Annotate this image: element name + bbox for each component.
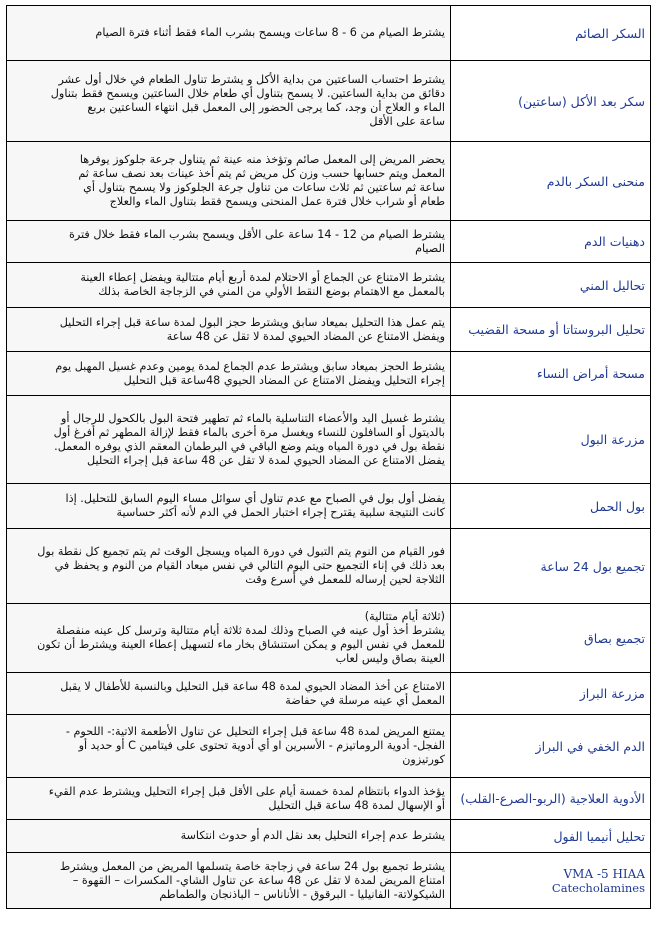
table-row (7, 529, 651, 604)
table-row (7, 820, 651, 853)
table-body (7, 6, 651, 909)
test-instructions-cell (7, 604, 451, 673)
test-name: دهنيات الدم (584, 234, 645, 249)
table-row (7, 61, 651, 142)
table-row (7, 853, 651, 909)
instruction-line: ساعة على الأقل (369, 115, 445, 128)
instruction-line: المعمل ويتم حسابها حسب وزن كل مريض ثم يتم أخذ عينات بعد نصف ساعة ثم (78, 167, 445, 180)
table-row (7, 484, 651, 529)
instruction-line: بالديتول أو السافلون للنساء ويغسل مرة أخرى بالماء فقط لإزالة المطهر ثم أفرغ أول (53, 425, 445, 439)
test-instructions-cell (7, 263, 451, 308)
instruction-line: دقائق من بداية الساعتين. لا يسمح بتناول أي طعام خلال الساعتين ويسمح فقط بتناول (50, 87, 445, 100)
instruction-line: الثلاجة لحين إرساله للمعمل في أسرع وقت (245, 573, 445, 586)
instruction-line: المعمل أي عينه مرسلة في حفاضة (285, 693, 445, 707)
test-name-cell (451, 221, 651, 263)
instruction-line: يتم عمل هذا التحليل بميعاد سابق ويشترط حجز البول لمدة ساعة قبل إجراء التحليل (59, 315, 445, 329)
instruction-line: يمتنع المريض لمدة 48 ساعة قبل إجراء التحليل عن تناول الأطعمة الاتية:- اللحوم - (65, 725, 445, 738)
table-row (7, 778, 651, 820)
instruction-line: يشترط عدم إجراء التحليل بعد نقل الدم أو حدوث انتكاسة (180, 829, 445, 842)
instruction-line: إجراء التحليل ويفضل الامتناع عن المضاد الحيوي 48ساعة قبل التحليل (123, 373, 445, 387)
test-instructions-cell (7, 820, 451, 853)
test-name: تحليل أنيميا الفول (553, 828, 645, 844)
test-instructions-cell (7, 673, 451, 715)
instruction-line: يشترط احتساب الساعتين من بداية الأكل و يشترط تناول الطعام في خلال أول عشر (58, 73, 445, 86)
test-name-cell (451, 673, 651, 715)
table-row (7, 396, 651, 484)
instruction-line: للمعمل في نفس اليوم و يمكن استنشاق بخار ماء لتسهيل إعطاء العينة ويشترط أن تكون (37, 638, 445, 651)
test-instructions-cell (7, 396, 451, 484)
test-name-cell (451, 853, 651, 909)
instruction-line: كورتيزون (402, 753, 445, 766)
table-row (7, 673, 651, 715)
test-name: سكر بعد الأكل (ساعتين) (518, 93, 645, 109)
test-instructions-cell (7, 715, 451, 778)
instruction-line: يشترط الصيام من 12 - 14 ساعة على الأقل ويسمح بشرب الماء فقط خلال فترة (69, 227, 445, 241)
test-name: الأدوية العلاجية (الربو-الصرع-القلب) (460, 791, 645, 806)
table-row (7, 221, 651, 263)
test-name: منحنى السكر بالدم (546, 173, 645, 189)
test-instructions-cell (7, 308, 451, 352)
instruction-line: الماء و العلاج أن وجد، كما يرجى الحضور إلى المعمل قبل انتهاء الساعتين بربع (87, 101, 445, 114)
test-name-cell (451, 142, 651, 221)
table-row (7, 352, 651, 396)
test-instructions-cell (7, 484, 451, 529)
test-name-cell (451, 820, 651, 853)
lab-instructions-table (6, 5, 651, 909)
instruction-line: يفضل أول بول في الصباح مع عدم تناول أي سوائل مساء اليوم السابق للتحليل. إذا (65, 492, 445, 505)
test-instructions-cell (7, 529, 451, 604)
test-name: تجميع بول 24 ساعة (540, 558, 645, 574)
instruction-line: كانت النتيجة سلبية يقترح إجراء اختبار الحمل في الدم لأنه أكثر حساسية (116, 506, 445, 519)
test-name-cell (451, 352, 651, 396)
test-name: تحاليل المني (579, 277, 645, 293)
table-row (7, 308, 651, 352)
instruction-line: نقطة بول في دورة المياه ويتم وضع الباقي في البرطمان المعقم الذي يوفره المعمل. (54, 439, 445, 453)
instruction-line: ساعة ثم ساعتين ثم ثلاث ساعات من تناول جرعة الجلوكوز ولا يسمح بتناول أي (83, 181, 445, 194)
test-name-cell (451, 778, 651, 820)
instruction-line: الامتناع عن أخذ المضاد الحيوي لمدة 48 ساعة قبل التحليل وبالنسبة للأطفال لا يقبل (60, 679, 445, 693)
test-name: مسحة أمراض النساء (536, 366, 645, 381)
instruction-line: يشترط الامتناع عن الجماع أو الاحتلام لمدة أربع أيام متتالية ويفضل إعطاء العينة (80, 271, 445, 284)
test-instructions-cell (7, 221, 451, 263)
instruction-line: يحضر المريض إلى المعمل صائم وتؤخذ منه عينة ثم يتناول جرعة جلوكوز يوفرها (79, 153, 445, 166)
test-name: السكر الصائم (575, 25, 645, 41)
table-row (7, 263, 651, 308)
test-instructions-cell (7, 853, 451, 909)
test-name: تجميع بصاق (584, 630, 645, 646)
test-name-cell (451, 715, 651, 778)
instruction-line: طعام أو شراب خلال فترة عمل المنحنى ويسمح فقط بتناول الماء والعلاج (109, 195, 445, 208)
test-name: تحليل البروستاتا أو مسحة القضيب (468, 322, 645, 337)
test-name-cell (451, 529, 651, 604)
test-name-cell (451, 6, 651, 61)
instruction-line: يشترط أخذ أول عينه في الصباح وذلك لمدة ثلاثة أيام متتالية وترسل كل عينه منفصلة (55, 624, 445, 637)
test-name-cell (451, 604, 651, 673)
test-name: مزرعة البول (580, 432, 645, 447)
test-name: الدم الخفي في البراز (535, 738, 645, 754)
instruction-line: يشترط غسيل اليد والأعضاء التناسلية بالماء ثم تطهير فتحة البول بالكحول للرجال أو (60, 411, 445, 425)
instruction-line: أو الإسهال لمدة 48 ساعة قبل التحليل (268, 798, 445, 812)
test-name-en: VMA -5 HIAA (563, 866, 645, 881)
instruction-line: الصيام (415, 241, 445, 255)
test-instructions-cell (7, 352, 451, 396)
instruction-line: يشترط تجميع بول 24 ساعة في زجاجة خاصة يتسلمها المريض من المعمل ويشترط (59, 859, 445, 873)
instruction-line: بعد ذلك في إناء التجميع حتى اليوم التالي في نفس ميعاد القيام من النوم و يحفظ في (54, 559, 445, 572)
test-name: بول الحمل (589, 498, 645, 514)
test-name: مزرعة البراز (579, 686, 645, 701)
table-row (7, 142, 651, 221)
instruction-line: ويفضل الامتناع عن المضاد الحيوي لمدة لا تقل عن 48 ساعة (166, 329, 445, 343)
test-name-cell (451, 61, 651, 142)
test-name-cell (451, 263, 651, 308)
instruction-line: (ثلاثة أيام متتالية) (364, 610, 445, 623)
instruction-line: يشترط الحجز بميعاد سابق ويشترط عدم الجماع لمدة يومين وعدم غسيل المهبل يوم (55, 359, 445, 373)
instruction-line: يفضل الامتناع عن المضاد الحيوي لمدة لا تقل عن 48 ساعة قبل إجراء التحليل (87, 453, 445, 467)
table-row (7, 715, 651, 778)
test-name-cell (451, 484, 651, 529)
instruction-line: الشيكولاتة- الفانيليا - البرقوق - الأناناس – الباذنجان والطماطم (159, 887, 445, 901)
instruction-line: يؤخذ الدواء بانتظام لمدة خمسة أيام على الأقل قبل إجراء التحليل ويشترط عدم القيء (48, 784, 445, 798)
test-instructions-cell (7, 142, 451, 221)
instruction-line: فور القيام من النوم يتم التبول في دورة المياه ويسجل الوقت ثم يتم تجميع كل نقطة بول (37, 545, 445, 558)
instruction-line: امتناع المريض لمدة لا تقل عن 48 ساعة عن تناول الشاي- المكسرات – القهوة – (72, 873, 445, 887)
instruction-line: العينة بصاق وليس لعاب (335, 652, 445, 665)
instruction-line: الفجل- أدوية الروماتيزم - الأسبرين او أي أدوية تحتوى على فيتامين C أو حديد أو (78, 739, 445, 752)
lab-instructions-table-wrapper (6, 5, 651, 909)
test-name-cell (451, 396, 651, 484)
instruction-line: يشترط الصيام من 6 - 8 ساعات ويسمح بشرب الماء فقط أثناء فترة الصيام (95, 26, 445, 39)
test-name-cell (451, 308, 651, 352)
table-row (7, 6, 651, 61)
test-instructions-cell (7, 61, 451, 142)
test-instructions-cell (7, 778, 451, 820)
test-name-en-secondary: Catecholamines (551, 880, 645, 895)
instruction-line: بالمعمل مع الاهتمام بوضع النقط الأولي من المني في الزجاجة الخاصة بذلك (98, 285, 445, 298)
table-row (7, 604, 651, 673)
test-instructions-cell (7, 6, 451, 61)
